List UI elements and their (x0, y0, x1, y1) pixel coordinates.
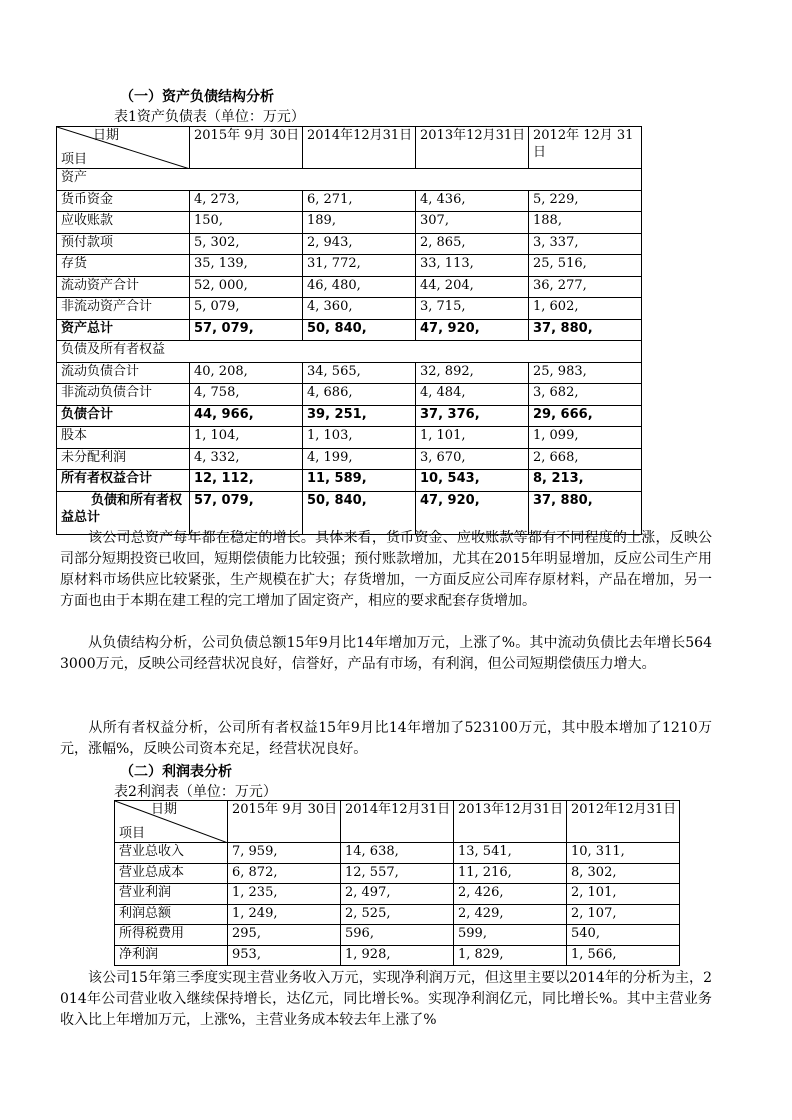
value-cell: 6, 271, (303, 190, 416, 212)
value-cell: 31, 772, (303, 255, 416, 277)
value-cell: 540, (567, 925, 680, 946)
table-row (115, 843, 680, 864)
value-cell: 1, 103, (303, 427, 416, 449)
value-cell: 47, 920, (416, 491, 529, 534)
row-label: 资产 (57, 169, 642, 191)
column-header: 2013年12月31日 (454, 801, 567, 843)
paragraph-liabilities: 从负债结构分析，公司负债总额15年9月比14年增加万元，上涨了%。其中流动负债比去年增长5643000万元，反映公司经营状况良好，信誉好，产品有市场，有利润，但公司短期偿债压力增大。 (60, 635, 712, 672)
table-row (57, 448, 642, 470)
column-header: 2015年 9月 30日 (228, 801, 341, 843)
value-cell: 1, 249, (228, 904, 341, 925)
value-cell: 2, 429, (454, 904, 567, 925)
balance-sheet-table (56, 126, 642, 535)
value-cell: 1, 235, (228, 884, 341, 905)
row-label: 非流动资产合计 (57, 298, 190, 320)
row-label: 营业利润 (115, 884, 228, 905)
value-cell: 5, 229, (529, 190, 642, 212)
value-cell: 188, (529, 212, 642, 234)
value-cell: 11, 216, (454, 863, 567, 884)
value-cell: 3, 337, (529, 233, 642, 255)
row-label: 未分配利润 (57, 448, 190, 470)
value-cell: 37, 880, (529, 319, 642, 341)
column-header: 2015年 9月 30日 (190, 127, 303, 169)
value-cell: 596, (341, 925, 454, 946)
value-cell: 6, 872, (228, 863, 341, 884)
table-row (57, 362, 642, 384)
value-cell: 599, (454, 925, 567, 946)
value-cell: 4, 199, (303, 448, 416, 470)
value-cell: 2, 426, (454, 884, 567, 905)
column-header: 2014年12月31日 (303, 127, 416, 169)
value-cell: 1, 099, (529, 427, 642, 449)
value-cell: 4, 332, (190, 448, 303, 470)
table-row (57, 298, 642, 320)
value-cell: 35, 139, (190, 255, 303, 277)
value-cell: 4, 436, (416, 190, 529, 212)
corner-item-label: 项目 (119, 826, 146, 841)
table-row (115, 945, 680, 966)
value-cell: 37, 880, (529, 491, 642, 534)
row-label: 股本 (57, 427, 190, 449)
row-label: 流动资产合计 (57, 276, 190, 298)
value-cell: 36, 277, (529, 276, 642, 298)
row-label: 负债和所有者权益总计 (57, 491, 190, 534)
value-cell: 44, 204, (416, 276, 529, 298)
value-cell: 7, 959, (228, 843, 341, 864)
value-cell: 25, 983, (529, 362, 642, 384)
table-row (115, 884, 680, 905)
value-cell: 5, 079, (190, 298, 303, 320)
corner-date-label: 日期 (151, 802, 178, 817)
table-row (115, 904, 680, 925)
value-cell: 2, 101, (567, 884, 680, 905)
row-label: 所有者权益合计 (57, 470, 190, 492)
row-label: 预付款项 (57, 233, 190, 255)
column-header: 2012年12月31日 (567, 801, 680, 843)
section1-heading: （一）资产负债结构分析 (120, 89, 274, 105)
table-row (57, 470, 642, 492)
paragraph-income: 该公司15年第三季度实现主营业务收入万元，实现净利润万元，但这里主要以2014年的分析为主，2014年公司营业收入继续保持增长，达亿元，同比增长%。实现净利润亿元，同比增长%。其中主营业务收入比上年增加万元，上涨%，主营业务成本较去年上涨了% (60, 970, 712, 1028)
row-label: 营业总成本 (115, 863, 228, 884)
value-cell: 1, 104, (190, 427, 303, 449)
row-label: 利润总额 (115, 904, 228, 925)
table-row (57, 169, 642, 191)
table-row (57, 341, 642, 363)
value-cell: 29, 666, (529, 405, 642, 427)
value-cell: 2, 865, (416, 233, 529, 255)
column-header: 2014年12月31日 (341, 801, 454, 843)
value-cell: 34, 565, (303, 362, 416, 384)
value-cell: 12, 112, (190, 470, 303, 492)
table1-caption: 表1资产负债表（单位：万元） (114, 109, 305, 125)
row-label: 所得税费用 (115, 925, 228, 946)
value-cell: 11, 589, (303, 470, 416, 492)
paragraph-equity: 从所有者权益分析，公司所有者权益15年9月比14年增加了523100万元，其中股本增加了1210万元，涨幅%，反映公司资本充足，经营状况良好。 (60, 720, 712, 757)
corner-cell (115, 801, 228, 843)
value-cell: 4, 273, (190, 190, 303, 212)
value-cell: 1, 928, (341, 945, 454, 966)
value-cell: 8, 302, (567, 863, 680, 884)
value-cell: 33, 113, (416, 255, 529, 277)
value-cell: 2, 497, (341, 884, 454, 905)
row-label: 营业总收入 (115, 843, 228, 864)
section2-heading: （二）利润表分析 (120, 764, 232, 780)
value-cell: 50, 840, (303, 319, 416, 341)
value-cell: 1, 566, (567, 945, 680, 966)
value-cell: 3, 670, (416, 448, 529, 470)
value-cell: 25, 516, (529, 255, 642, 277)
value-cell: 953, (228, 945, 341, 966)
table-row (115, 863, 680, 884)
value-cell: 1, 101, (416, 427, 529, 449)
value-cell: 2, 107, (567, 904, 680, 925)
table-row (57, 212, 642, 234)
income-statement-table (114, 800, 680, 966)
value-cell: 295, (228, 925, 341, 946)
value-cell: 12, 557, (341, 863, 454, 884)
row-label: 货币资金 (57, 190, 190, 212)
table-row (57, 319, 642, 341)
value-cell: 50, 840, (303, 491, 416, 534)
value-cell: 3, 682, (529, 384, 642, 406)
row-label: 负债合计 (57, 405, 190, 427)
table-row (57, 255, 642, 277)
corner-item-label: 项目 (61, 152, 88, 167)
value-cell: 46, 480, (303, 276, 416, 298)
row-label: 非流动负债合计 (57, 384, 190, 406)
value-cell: 57, 079, (190, 319, 303, 341)
value-cell: 189, (303, 212, 416, 234)
table-row (57, 233, 642, 255)
row-label: 存货 (57, 255, 190, 277)
row-label: 应收账款 (57, 212, 190, 234)
value-cell: 14, 638, (341, 843, 454, 864)
value-cell: 307, (416, 212, 529, 234)
table2-caption: 表2利润表（单位：万元） (114, 784, 277, 800)
value-cell: 3, 715, (416, 298, 529, 320)
row-label: 净利润 (115, 945, 228, 966)
value-cell: 1, 829, (454, 945, 567, 966)
table-row (57, 405, 642, 427)
value-cell: 4, 758, (190, 384, 303, 406)
table-row (57, 276, 642, 298)
value-cell: 39, 251, (303, 405, 416, 427)
value-cell: 47, 920, (416, 319, 529, 341)
value-cell: 5, 302, (190, 233, 303, 255)
value-cell: 40, 208, (190, 362, 303, 384)
value-cell: 10, 543, (416, 470, 529, 492)
corner-cell (57, 127, 190, 169)
column-header: 2013年12月31日 (416, 127, 529, 169)
column-header: 2012年 12月 31日 (529, 127, 642, 169)
paragraph-assets: 该公司总资产每年都在稳定的增长。具体来看，货币资金、应收账款等都有不同程度的上涨，反映公司部分短期投资已收回，短期偿债能力比较强；预付账款增加，尤其在2015年明显增加，反应公司生产用原材料市场供应比较紧张，生产规模在扩大；存货增加，一方面反应公司库存原材料，产品在增加，另一方面也由于本期在建工程的完工增加了固定资产，相应的要求配套存货增加。 (60, 530, 712, 609)
value-cell: 2, 668, (529, 448, 642, 470)
row-label: 流动负债合计 (57, 362, 190, 384)
value-cell: 44, 966, (190, 405, 303, 427)
corner-date-label: 日期 (93, 128, 120, 143)
table-row (57, 384, 642, 406)
value-cell: 52, 000, (190, 276, 303, 298)
value-cell: 37, 376, (416, 405, 529, 427)
value-cell: 57, 079, (190, 491, 303, 534)
value-cell: 13, 541, (454, 843, 567, 864)
value-cell: 10, 311, (567, 843, 680, 864)
value-cell: 150, (190, 212, 303, 234)
value-cell: 4, 484, (416, 384, 529, 406)
table-header-row (57, 127, 642, 169)
table-row (115, 925, 680, 946)
value-cell: 8, 213, (529, 470, 642, 492)
value-cell: 4, 360, (303, 298, 416, 320)
row-label: 资产总计 (57, 319, 190, 341)
table-row (57, 190, 642, 212)
table-header-row (115, 801, 680, 843)
value-cell: 2, 943, (303, 233, 416, 255)
table-row (57, 427, 642, 449)
row-label: 负债及所有者权益 (57, 341, 642, 363)
value-cell: 4, 686, (303, 384, 416, 406)
value-cell: 2, 525, (341, 904, 454, 925)
value-cell: 1, 602, (529, 298, 642, 320)
value-cell: 32, 892, (416, 362, 529, 384)
